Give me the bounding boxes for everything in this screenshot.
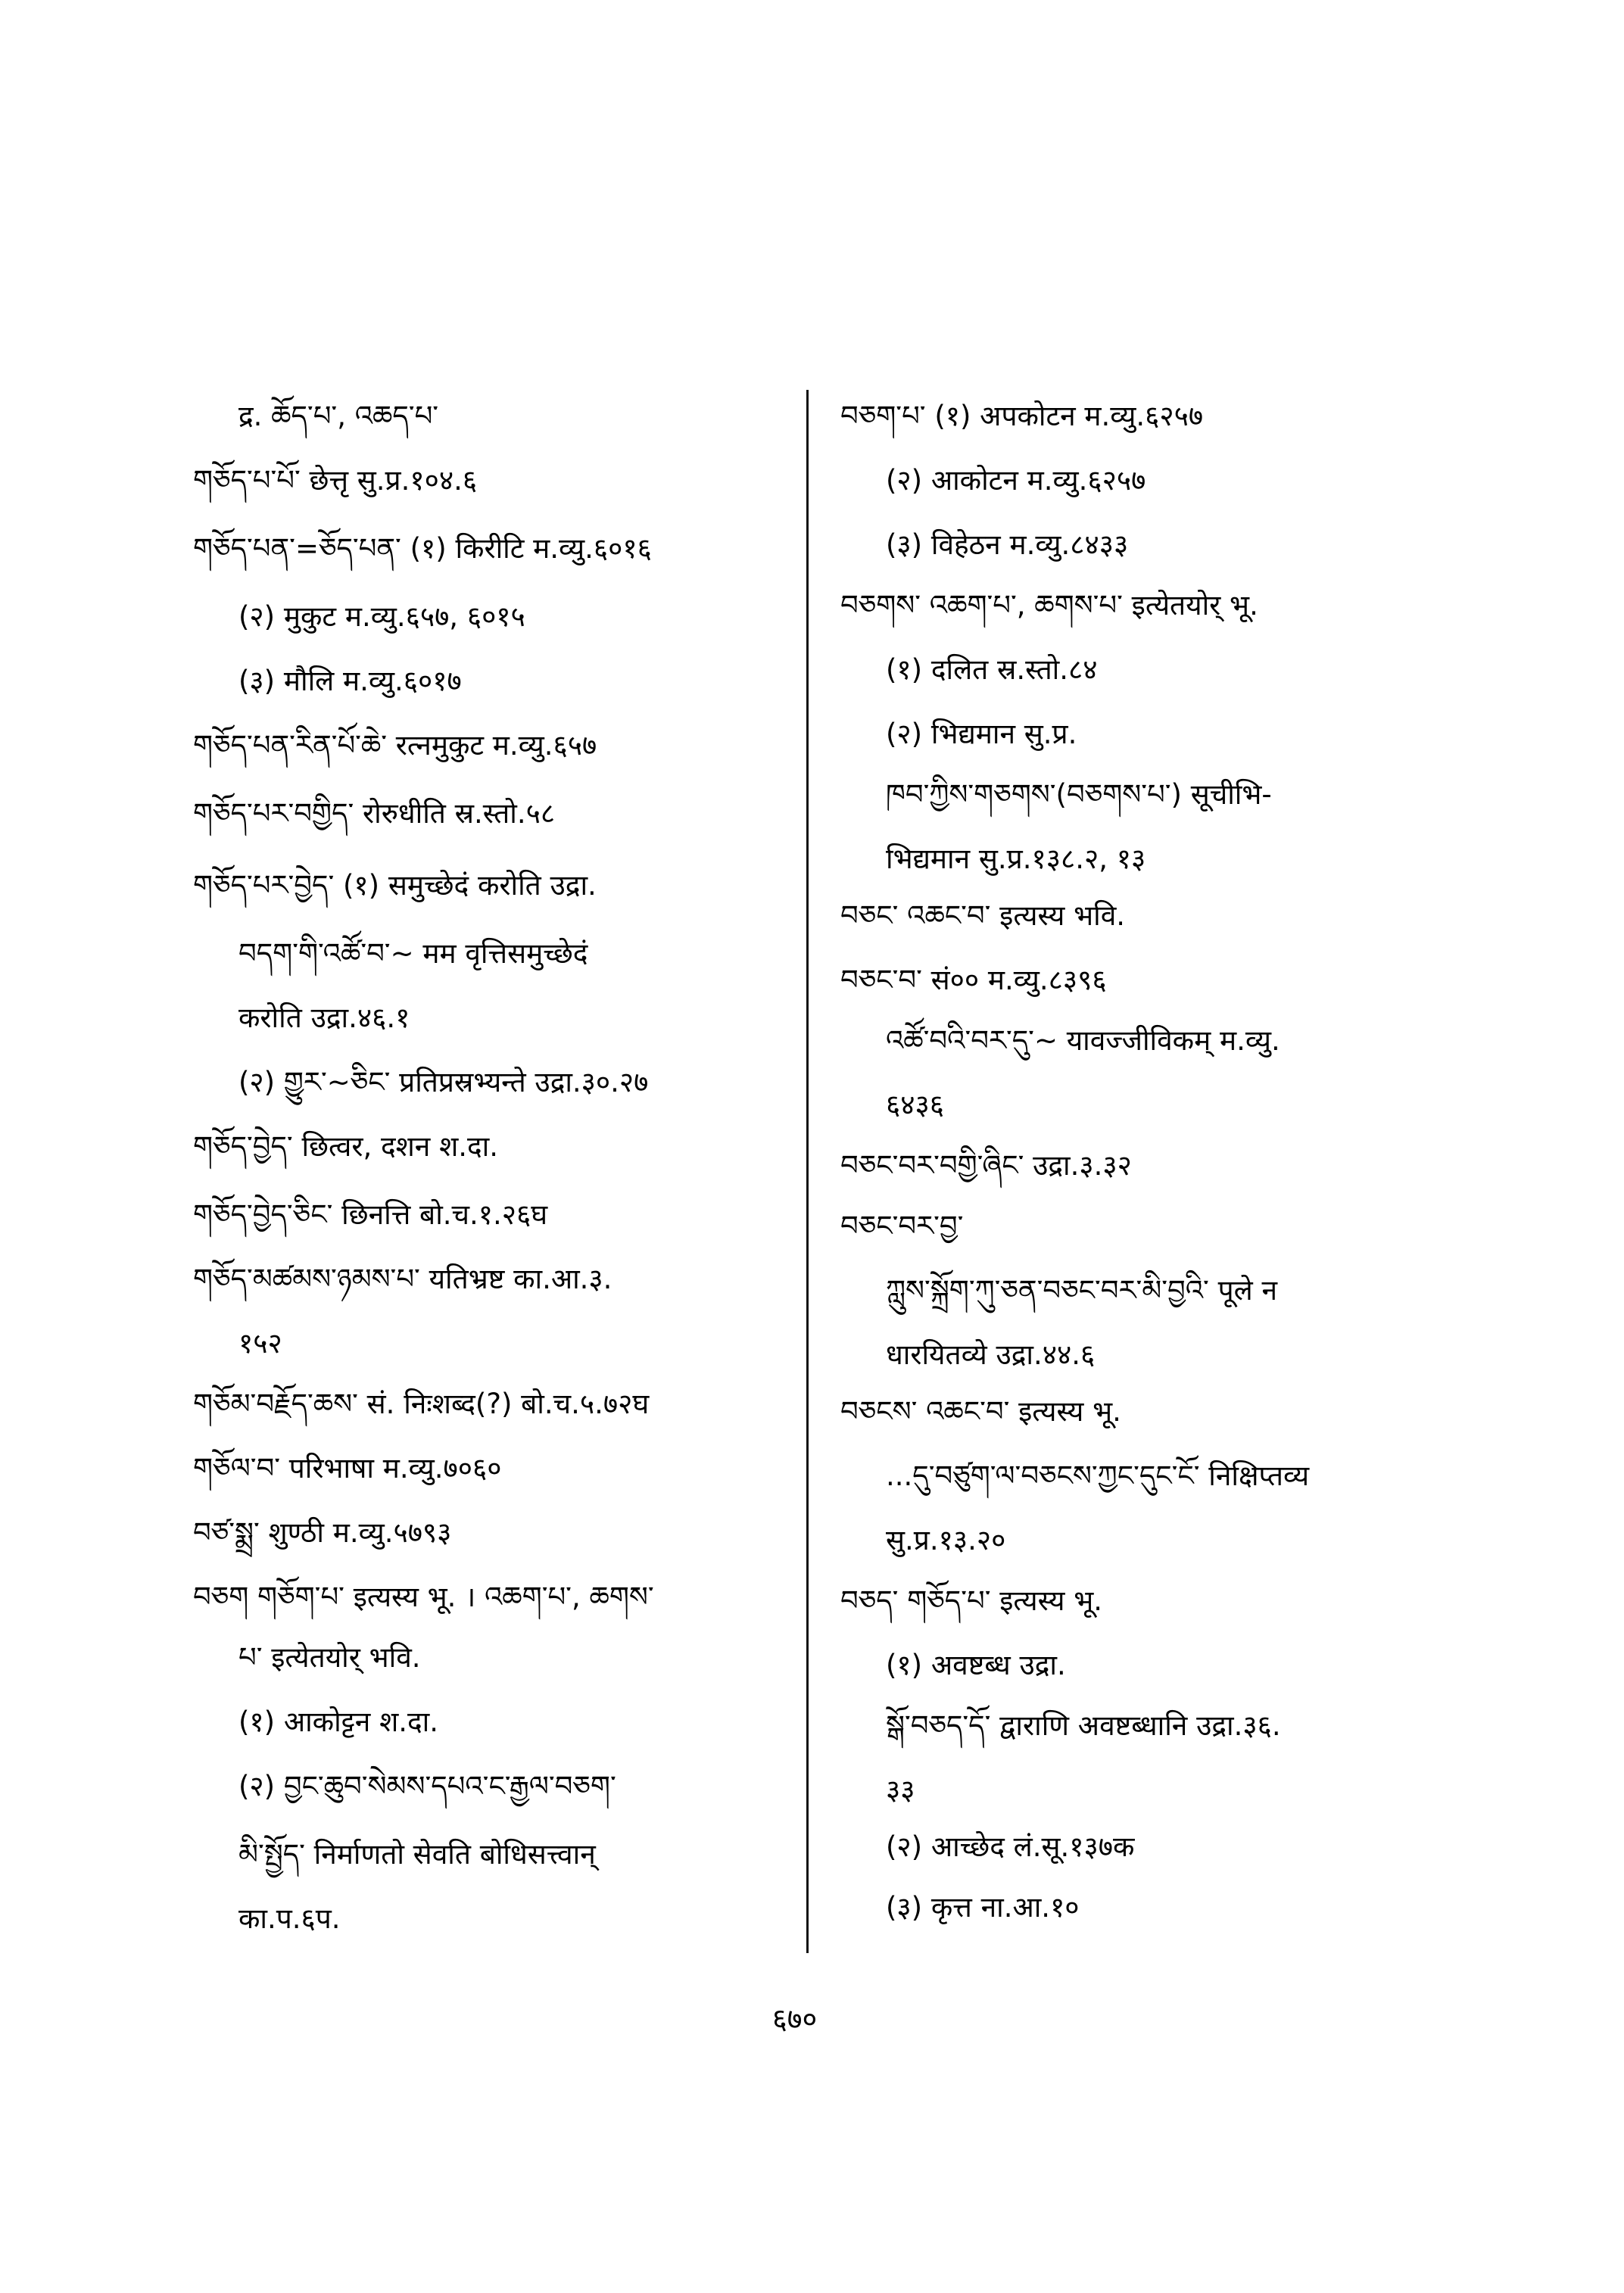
entry-line: བཅང་བར་བགྱི་ཞིང་ उद्रा.३.३२ [840,1149,1132,1182]
entry-line: གཅོད་པན་རིན་པོ་ཆེ་ रत्नमुकुट म.व्यु.६५७ [193,729,597,762]
entry-line: (१) दलित स्र.स्तो.८४ [886,653,1098,686]
entry-line: ६४३६ [886,1089,944,1121]
column-divider [806,390,809,1953]
entry-line: བདག་གི་འཚོ་བ་~ मम वृत्तिसमुच्छेदं [238,937,588,970]
entry-line: (३) मौलि म.व्यु.६०१७ [238,665,462,697]
page-number: ६७० [772,2002,818,2036]
entry-line: भिद्यमान सु.प्र.१३८.२, १३ [886,843,1146,875]
entry-line: གཅོད་པན་=ཅོད་པན་ (१) किरीटि म.व्यु.६०१६ [193,532,652,565]
entry-line: (२) मुकुट म.व्यु.६५७, ६०१५ [238,600,525,633]
entry-line: མི་སྤྱོད་ निर्माणतो सेवति बोधिसत्त्वान् [238,1838,596,1871]
entry-line: འཚོ་བའི་བར་དུ་~ यावज्जीविकम् म.व्यु. [886,1024,1280,1057]
entry-line: གཅོམ་བརྗོད་ཆས་ सं. निःशब्द(?) बो.च.५.७२घ [193,1388,650,1420]
entry-line: धारयितव्ये उद्रा.४४.६ [886,1338,1096,1371]
entry-line: सु.प्र.१३.२० [886,1524,1006,1556]
entry-line: करोति उद्रा.४६.१ [238,1002,410,1034]
entry-line: བཙ་སྨྲ་ शुण्ठी म.व्यु.५७९३ [193,1516,452,1549]
entry-line: གཅོད་མཚམས་ཉམས་པ་ यतिभ्रष्ट का.आ.३. [193,1263,613,1295]
entry-line: གཅོད་པ་པོ་ छेत्तृ सु.प्र.१०४.६ [193,464,478,497]
entry-line: का.प.६प. [238,1902,341,1935]
entry-line: བཅག གཅོག་པ་ इत्यस्य भू. । འཆག་པ་, ཆགས་ [193,1581,654,1613]
entry-line: (२) आच्छेद लं.सू.१३७क [886,1830,1135,1863]
entry-line: द्र. ཆོད་པ་, འཆད་པ་ [238,400,439,432]
entry-line: བཅང་ འཆང་བ་ इत्यस्य भवि. [840,899,1126,932]
entry-line: ३३ [886,1774,915,1806]
entry-line: (१) अवष्टब्ध उद्रा. [886,1649,1066,1681]
entry-line: ཁབ་ཀྱིས་གཅགས་(བཅགས་པ་) सूचीभि- [886,778,1272,811]
entry-line: (३) विहेठन म.व्यु.८४३३ [886,528,1129,561]
entry-line: (२) भिद्यमान सु.प्र. [886,718,1077,750]
entry-line: གཅོད་བྱེད་ཅིང་ छिनत्ति बो.च.१.२६घ [193,1198,548,1231]
entry-line: १५२ [238,1327,282,1360]
entry-line: གཅོད་པར་བགྱིད་ रोरुधीति स्र.स्तो.५८ [193,797,556,830]
entry-line: ཀླུས་སྐྲོག་ཀུ་ཅན་བཅང་བར་མི་བྱའི་ पूले न [886,1274,1277,1307]
entry-line: བཅད་ གཅོད་པ་ इत्यस्य भू. [840,1584,1102,1617]
entry-line: (१) आकोट्टन श.दा. [238,1706,438,1738]
entry-line: གཅོལ་བ་ परिभाषा म.व्यु.७०६० [193,1452,502,1485]
entry-line: (२) आकोटन म.व्यु.६२५७ [886,464,1146,497]
entry-line: བཅག་པ་ (१) अपकोटन म.व्यु.६२५७ [840,400,1204,432]
entry-line: བཅགས་ འཆག་པ་, ཆགས་པ་ इत्येतयोर् भू. [840,589,1258,622]
entry-line: བཅང་བ་ सं०० म.व्यु.८३९६ [840,964,1107,996]
entry-line: (२) གྱུར་~ཅིང་ प्रतिप्रस्रभ्यन्ते उद्रा.३०.२७ [238,1066,649,1098]
entry-line: གཅོད་བྱེད་ छित्वर, दशन श.दा. [193,1130,499,1163]
entry-line: བཅངས་ འཆང་བ་ इत्यस्य भू. [840,1395,1121,1428]
entry-line: (२) བྱང་ཆུབ་སེམས་དཔའ་ང་རྒྱལ་བཅག་ [238,1770,616,1802]
entry-line: པ་ इत्येतयोर् भवि. [238,1641,421,1674]
entry-line: ...དུ་བཙུག་ལ་བཅངས་ཀྱང་དུང་ངོ་ निक्षिप्तव्य [886,1460,1310,1492]
entry-line: སྒོ་བཅད་དོ་ द्वाराणि अवष्टब्धानि उद्रा.३६. [886,1709,1281,1742]
entry-line: བཅང་བར་བྱ་ [840,1210,964,1242]
entry-line: (३) कृत्त ना.आ.१० [886,1891,1080,1924]
entry-line: གཅོད་པར་བྱེད་ (१) समुच्छेदं करोति उद्रा. [193,869,597,902]
